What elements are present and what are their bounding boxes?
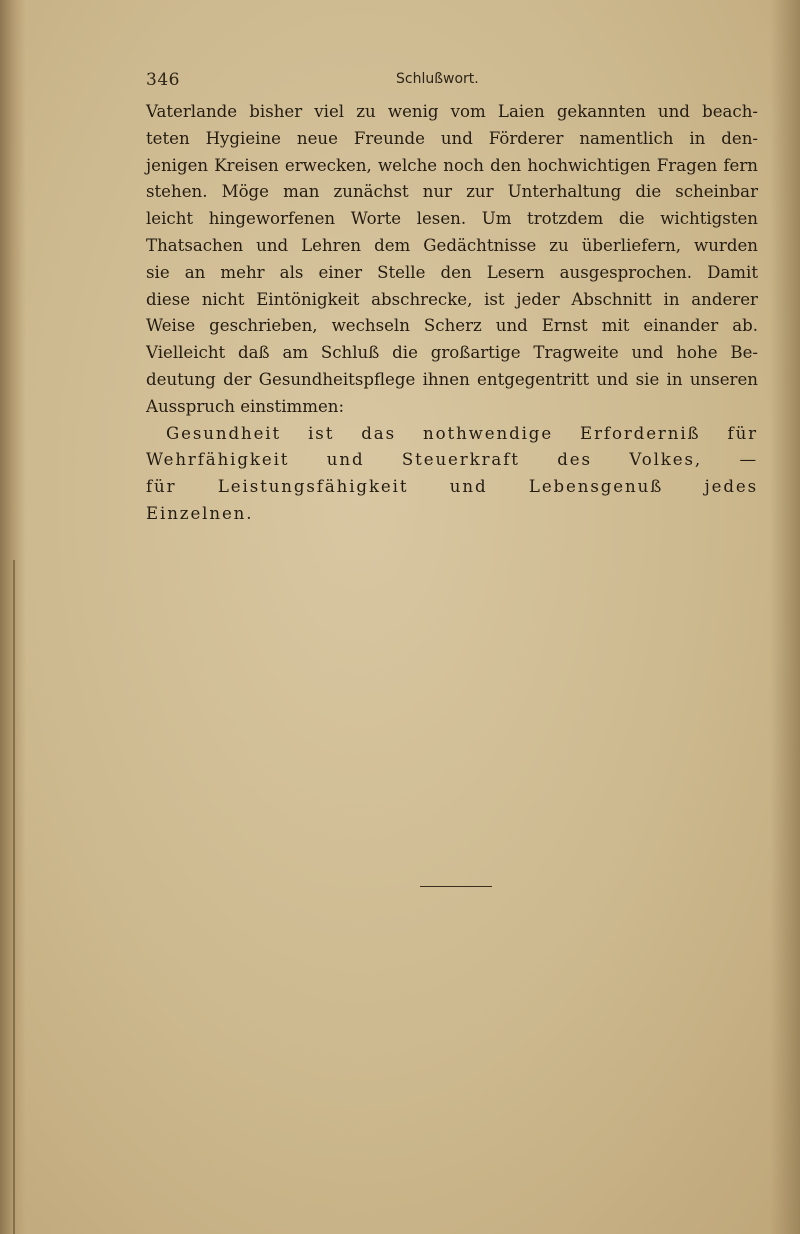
text-line: Vaterlande bisher viel zu wenig vom Laien gekannten und beach- [146,102,758,121]
body-text [146,99,758,528]
text-line: stehen. Möge man zunächst nur zur Unterhaltung die scheinbar [146,182,758,202]
motto-line: für Leistungsfähigkeit und Lebensgenuß jedes [146,477,758,497]
motto-line: Einzelnen. [146,503,254,523]
text-line: Weise geschrieben, wechseln Scherz und Ernst mit einander ab. [146,316,758,336]
end-rule [420,886,492,887]
page-edge-shadow-right [770,0,800,1234]
text-line: deutung der Gesundheitspflege ihnen entgegentritt und sie in unseren [146,369,758,389]
text-line: teten Hygieine neue Freunde und Förderer namentlich in den- [146,128,758,148]
text-line: diese nicht Eintönigkeit abschrecke, ist jeder Abschnitt in anderer [146,289,758,309]
motto-line: Gesundheit ist das nothwendige Erforderniß für [166,423,758,443]
text-line: leicht hingeworfenen Worte lesen. Um trotzdem die wichtigsten [146,209,758,229]
text-line: Vielleicht daß am Schluß die großartige Tragweite und hohe Be- [146,343,758,363]
text-line: Thatsachen und Lehren dem Gedächtnisse zu überliefern, wurden [146,235,758,255]
text-line: sie an mehr als einer Stelle den Lesern ausgesprochen. Damit [146,262,758,282]
text-line: Ausspruch einstimmen: [146,396,345,416]
page-number: 346 [146,70,180,90]
gutter-line [13,560,15,1234]
text-line: jenigen Kreisen erwecken, welche noch den hochwichtigen Fragen fern [146,155,758,175]
running-head: Schlußwort. [396,71,479,87]
motto-line: Wehrfähigkeit und Steuerkraft des Volkes, — [146,450,758,470]
